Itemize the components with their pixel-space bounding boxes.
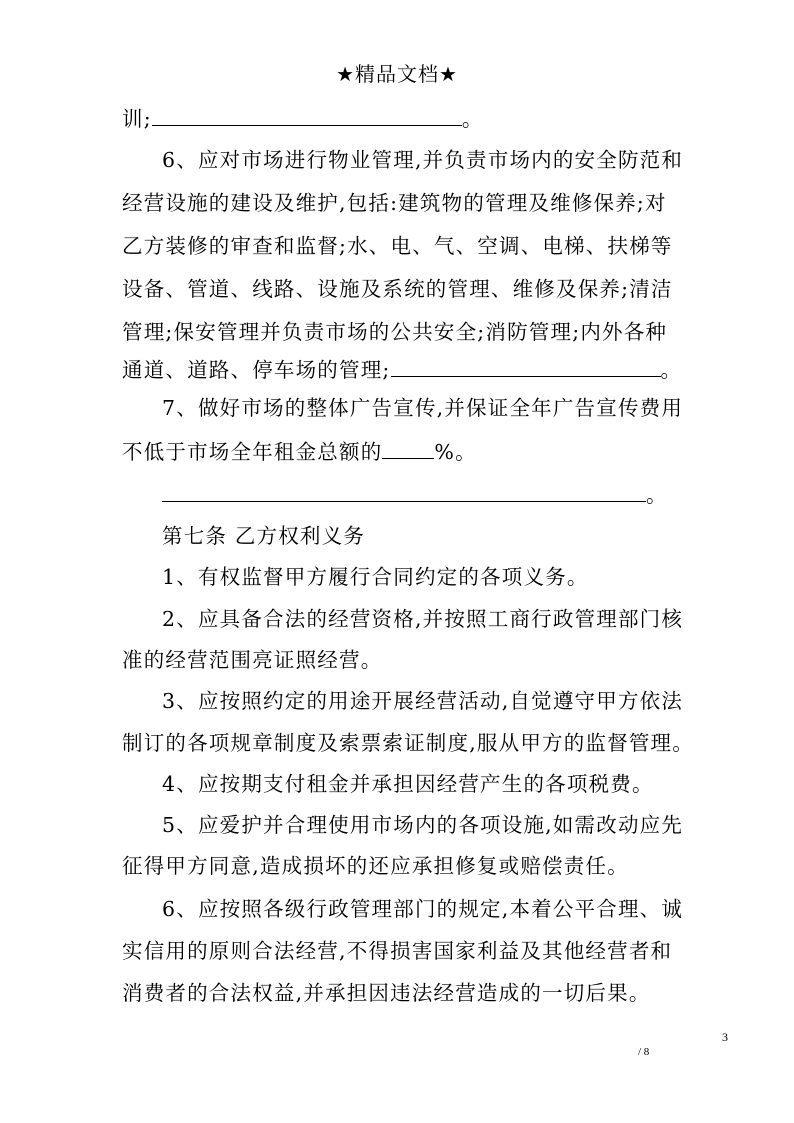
fill-in-blank xyxy=(152,107,462,126)
text-line-15: 3、应按照约定的用途开展经营活动,自觉遵守甲方依法 xyxy=(162,689,684,713)
text-line-13: 2、应具备合法的经营资格,并按照工商行政管理部门核 xyxy=(162,607,684,631)
text-line-18: 5、应爱护并合理使用市场内的各项设施,如需改动应先 xyxy=(162,813,684,837)
line-text: 训; xyxy=(122,107,152,131)
fill-in-blank xyxy=(162,483,646,502)
text-line-17: 4、应按期支付租金并承担因经营产生的各项税费。 xyxy=(162,772,654,796)
text-line-9 xyxy=(122,440,477,463)
line-text: 通道、道路、停车场的管理; xyxy=(122,358,391,382)
fill-in-blank xyxy=(382,440,434,459)
page-header-title: ★精品文档★ xyxy=(336,62,458,86)
text-line-4: 乙方装修的审查和监督;水、电、气、空调、电梯、扶梯等 xyxy=(122,234,673,258)
text-line-8: 7、做好市场的整体广告宣传,并保证全年广告宣传费用 xyxy=(162,396,684,420)
line-end: 。 xyxy=(660,358,683,382)
line-end: 。 xyxy=(646,483,668,507)
article-heading: 第七条 乙方权利义务 xyxy=(162,524,366,548)
text-line-6: 管理;保安管理并负责市场的公共安全;消防管理;内外各种 xyxy=(122,320,668,344)
line-text: 不低于市场全年租金总额的 xyxy=(122,440,383,464)
text-line-21: 实信用的原则合法经营,不得损害国家利益及其他经营者和 xyxy=(122,939,673,963)
text-line-2: 6、应对市场进行物业管理,并负责市场内的安全防范和 xyxy=(162,148,684,172)
page-total: / 8 xyxy=(638,1046,650,1058)
text-line-20: 6、应按照各级行政管理部门的规定,本着公平合理、诚 xyxy=(162,897,684,921)
text-line-7 xyxy=(122,358,682,381)
text-line-14: 准的经营范围亮证照经营。 xyxy=(122,648,383,672)
text-line-1 xyxy=(122,107,484,130)
text-line-19: 征得甲方同意,造成损坏的还应承担修复或赔偿责任。 xyxy=(122,854,629,878)
page-number: 3 xyxy=(722,1030,728,1044)
line-end: 。 xyxy=(461,107,484,131)
fill-in-blank xyxy=(391,358,661,377)
text-line-10 xyxy=(162,483,668,506)
text-line-16: 制订的各项规章制度及索票索证制度,服从甲方的监督管理。 xyxy=(122,731,694,755)
line-end: %。 xyxy=(434,440,477,464)
text-line-5: 设备、管道、线路、设施及系统的管理、维修及保养;清洁 xyxy=(122,277,673,301)
text-line-3: 经营设施的建设及维护,包括:建筑物的管理及维修保养;对 xyxy=(122,191,667,215)
text-line-12: 1、有权监督甲方履行合同约定的各项义务。 xyxy=(162,565,589,589)
text-line-22: 消费者的合法权益,并承担因违法经营造成的一切后果。 xyxy=(122,981,651,1005)
